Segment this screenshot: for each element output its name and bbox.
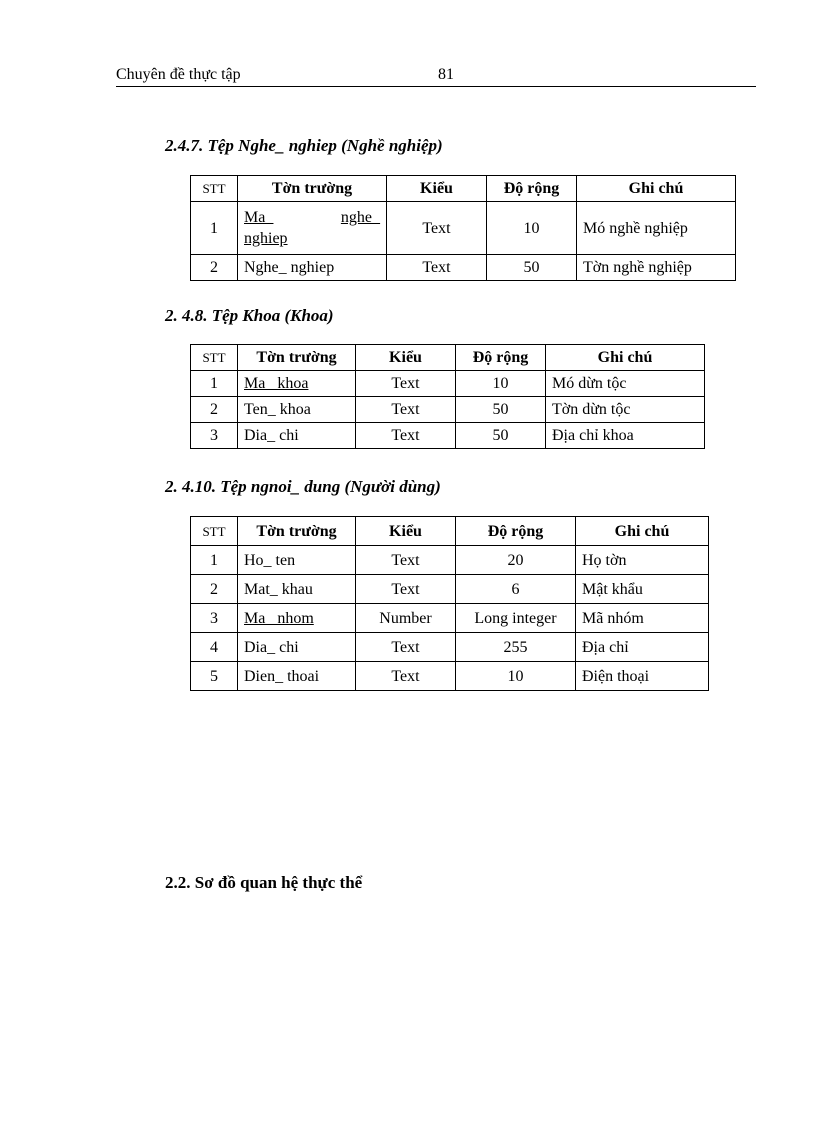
cell-width: 20: [456, 546, 576, 575]
cell-field: Dia_ chi: [238, 633, 356, 662]
col-header-stt: STT: [191, 517, 238, 546]
cell-note: Địa chỉ: [576, 633, 709, 662]
cell-width: 50: [456, 423, 546, 449]
page-header: [116, 66, 756, 87]
cell-width: 50: [456, 397, 546, 423]
col-header-type: Kiểu: [387, 176, 487, 202]
table-nghe-nghiep: [190, 175, 736, 281]
cell-note: Mó nghề nghiệp: [577, 202, 736, 255]
table-row: [191, 662, 709, 691]
cell-note: Mật khẩu: [576, 575, 709, 604]
table-row: [191, 202, 736, 255]
table-row: [191, 397, 705, 423]
cell-stt: 2: [191, 397, 238, 423]
cell-width: 50: [487, 255, 577, 281]
section-heading-khoa: 2. 4.8. Tệp Khoa (Khoa): [165, 306, 334, 325]
col-header-note: Ghi chú: [577, 176, 736, 202]
cell-field: Ten_ khoa: [238, 397, 356, 423]
col-header-field: Tờn trường: [238, 517, 356, 546]
cell-field: Ma_ khoa: [238, 371, 356, 397]
section-heading-er-diagram: 2.2. Sơ đồ quan hệ thực thể: [165, 873, 363, 892]
cell-type: Text: [356, 546, 456, 575]
page-number: 81: [438, 66, 454, 83]
cell-field: Ma_ nhom: [238, 604, 356, 633]
col-header-note: Ghi chú: [576, 517, 709, 546]
table-nguoi-dung: [190, 516, 709, 691]
cell-type: Text: [356, 397, 456, 423]
cell-type: Text: [356, 575, 456, 604]
col-header-width: Độ rộng: [456, 345, 546, 371]
cell-type: Text: [356, 423, 456, 449]
cell-note: Mã nhóm: [576, 604, 709, 633]
table-row: [191, 604, 709, 633]
cell-type: Number: [356, 604, 456, 633]
col-header-field: Tờn trường: [238, 176, 387, 202]
cell-width: 255: [456, 633, 576, 662]
cell-field: Mat_ khau: [238, 575, 356, 604]
cell-field: Dia_ chi: [238, 423, 356, 449]
col-header-type: Kiểu: [356, 517, 456, 546]
table-row: [191, 255, 736, 281]
cell-type: Text: [356, 662, 456, 691]
cell-stt: 5: [191, 662, 238, 691]
cell-width: 10: [456, 371, 546, 397]
cell-field: [238, 202, 387, 255]
cell-field: Ho_ ten: [238, 546, 356, 575]
cell-field: Nghe_ nghiep: [238, 255, 387, 281]
cell-field: Dien_ thoai: [238, 662, 356, 691]
col-header-stt: STT: [191, 176, 238, 202]
cell-stt: 1: [191, 371, 238, 397]
document-title: Chuyên đề thực tập: [116, 66, 241, 83]
cell-stt: 3: [191, 423, 238, 449]
table-row: [191, 423, 705, 449]
cell-width: Long integer: [456, 604, 576, 633]
cell-note: Tờn dừn tộc: [546, 397, 705, 423]
cell-stt: 2: [191, 575, 238, 604]
table-row: [191, 633, 709, 662]
cell-field-part: Ma_: [244, 209, 274, 226]
cell-field-part: nghe_: [340, 209, 380, 226]
table-khoa: [190, 344, 705, 449]
table-row: [191, 546, 709, 575]
cell-width: 6: [456, 575, 576, 604]
cell-stt: 2: [191, 255, 238, 281]
col-header-width: Độ rộng: [456, 517, 576, 546]
cell-type: Text: [387, 202, 487, 255]
table-header-row: [191, 176, 736, 202]
cell-note: Họ tờn: [576, 546, 709, 575]
cell-note: Tờn nghề nghiệp: [577, 255, 736, 281]
table-header-row: [191, 345, 705, 371]
cell-stt: 3: [191, 604, 238, 633]
cell-field-part: nghiep: [244, 230, 288, 247]
cell-note: Địa chỉ khoa: [546, 423, 705, 449]
cell-width: 10: [456, 662, 576, 691]
cell-type: Text: [387, 255, 487, 281]
col-header-note: Ghi chú: [546, 345, 705, 371]
section-heading-nghe-nghiep: 2.4.7. Tệp Nghe_ nghiep (Nghề nghiệp): [165, 136, 443, 155]
col-header-field: Tờn trường: [238, 345, 356, 371]
col-header-width: Độ rộng: [487, 176, 577, 202]
cell-type: Text: [356, 633, 456, 662]
cell-type: Text: [356, 371, 456, 397]
cell-width: 10: [487, 202, 577, 255]
table-row: [191, 371, 705, 397]
cell-stt: 4: [191, 633, 238, 662]
cell-stt: 1: [191, 546, 238, 575]
col-header-stt: STT: [191, 345, 238, 371]
table-header-row: [191, 517, 709, 546]
col-header-type: Kiểu: [356, 345, 456, 371]
cell-note: Mó dừn tộc: [546, 371, 705, 397]
section-heading-nguoi-dung: 2. 4.10. Tệp ngnoi_ dung (Người dùng): [165, 477, 441, 496]
cell-note: Điện thoại: [576, 662, 709, 691]
cell-stt: 1: [191, 202, 238, 255]
table-row: [191, 575, 709, 604]
